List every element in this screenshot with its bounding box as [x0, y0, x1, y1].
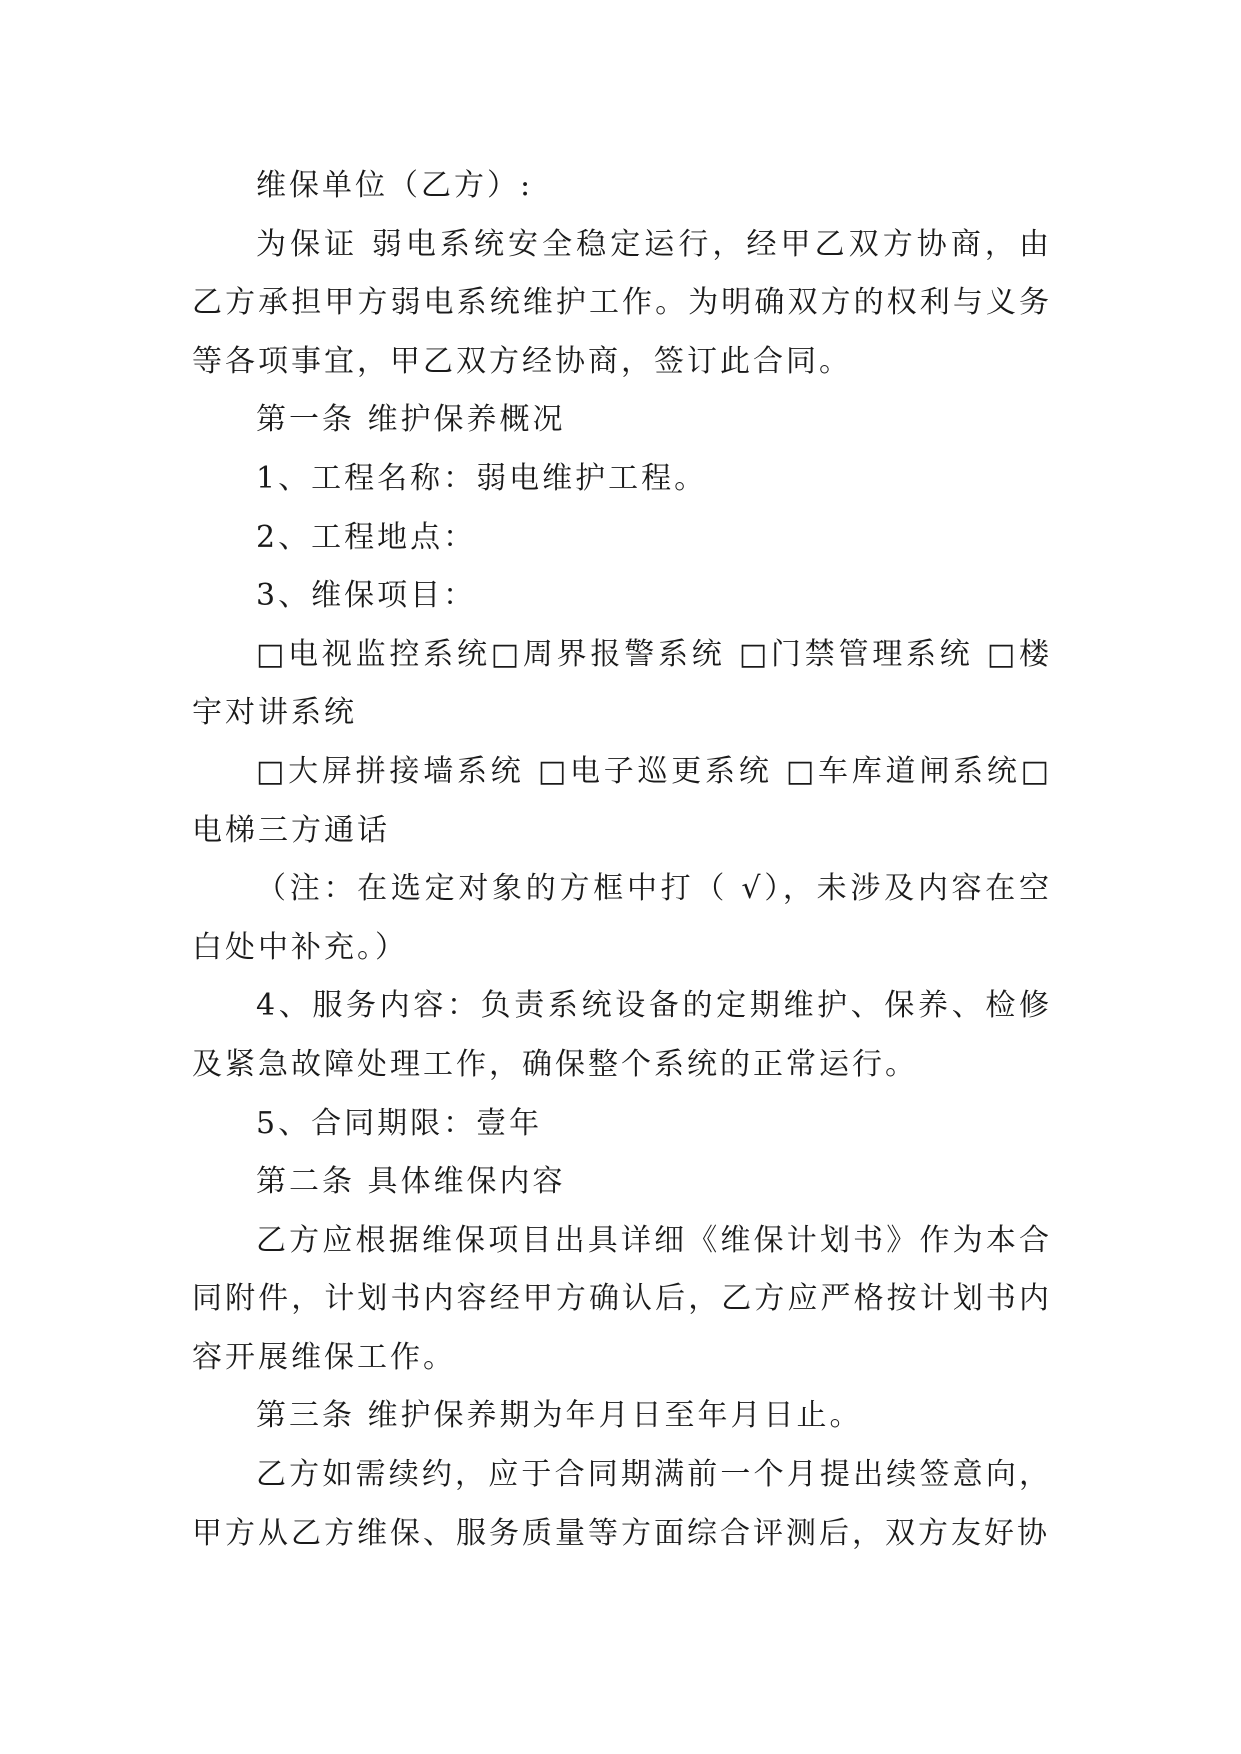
- paragraph-contract-term: 5、合同期限：壹年: [256, 1105, 543, 1141]
- document-body: [192, 157, 1052, 1563]
- heading-article-3: 第三条 维护保养期为年月日至年月日止。: [256, 1398, 863, 1434]
- paragraph-checkbox-row-2: □大屏拼接墙系统 □电子巡更系统 □车库道闸系统□电梯三方通话: [192, 753, 1052, 848]
- paragraph-project-location: 2、工程地点：: [256, 519, 477, 555]
- paragraph-project-name: 1、工程名称：弱电维护工程。: [256, 460, 708, 496]
- paragraph-maintenance-items: 3、维保项目：: [256, 578, 477, 614]
- paragraph-renewal: 乙方如需续约，应于合同期满前一个月提出续签意向，甲方从乙方维保、服务质量等方面综合评测后，双方友好协: [192, 1457, 1052, 1551]
- paragraph-checkbox-row-1: □电视监控系统□周界报警系统 □门禁管理系统 □楼宇对讲系统: [192, 636, 1052, 731]
- heading-article-2: 第二条 具体维保内容: [256, 1164, 566, 1200]
- paragraph-note: （注：在选定对象的方框中打（ √），未涉及内容在空白处中补充。）: [192, 871, 1052, 965]
- heading-article-1: 第一条 维护保养概况: [256, 402, 566, 438]
- paragraph-maintenance-party: 维保单位（乙方）:: [256, 168, 534, 203]
- paragraph-maintenance-plan: 乙方应根据维保项目出具详细《维保计划书》作为本合同附件，计划书内容经甲方确认后，乙方应严格按计划书内容开展维保工作。: [192, 1222, 1052, 1375]
- paragraph-purpose: 为保证 弱电系统安全稳定运行，经甲乙双方协商，由乙方承担甲方弱电系统维护工作。为明确双方的权利与义务等各项事宜，甲乙双方经协商，签订此合同。: [192, 226, 1052, 379]
- paragraph-service-content: 4、服务内容：负责系统设备的定期维护、保养、检修及紧急故障处理工作，确保整个系统的正常运行。: [192, 988, 1052, 1082]
